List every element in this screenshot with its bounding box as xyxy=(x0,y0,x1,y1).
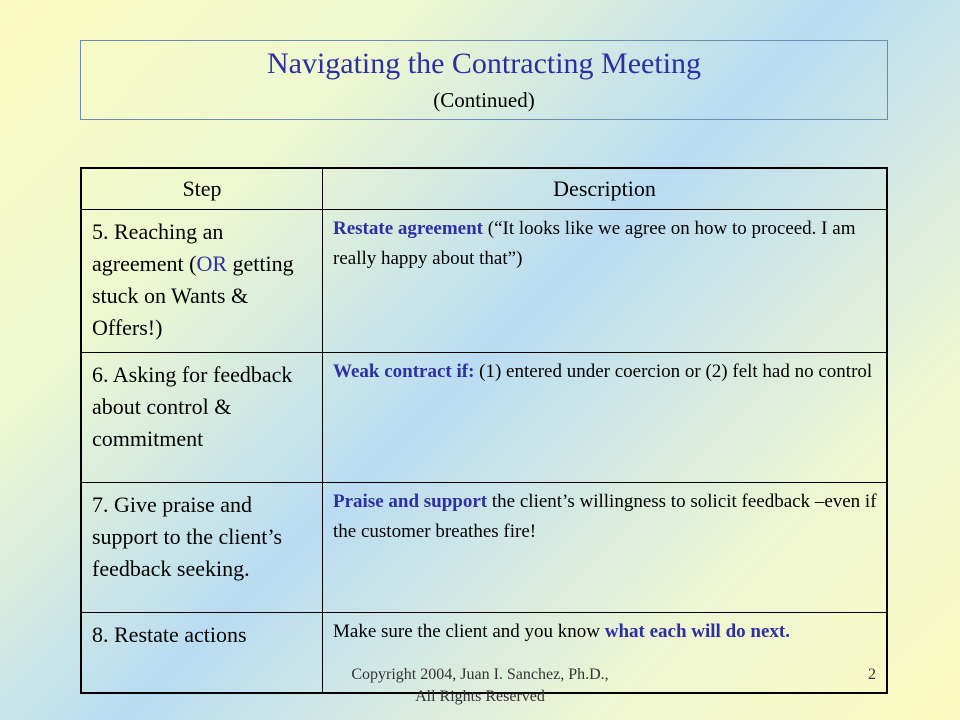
step-cell: 6. Asking for feedback about control & commitment xyxy=(81,353,323,483)
description-highlight: Weak contract if: xyxy=(333,361,475,382)
description-text: Make sure the client and you know xyxy=(333,621,605,642)
steps-table xyxy=(80,167,888,694)
column-header-step: Step xyxy=(81,168,323,210)
description-text: (1) entered under coercion or (2) felt had no control xyxy=(474,361,873,382)
description-cell xyxy=(323,353,888,483)
slide-title: Navigating the Contracting Meeting xyxy=(266,47,702,80)
step-cell: 7. Give praise and support to the client’s feedback seeking. xyxy=(81,483,323,613)
description-highlight: what each will do next. xyxy=(604,621,790,642)
description-text: the client’s willingness to solicit feedback –even if the customer breathes fire! xyxy=(333,491,877,542)
description-highlight: Restate agreement xyxy=(333,218,483,239)
slide-title-box xyxy=(80,40,888,120)
step-cell: 8. Restate actions xyxy=(81,613,323,693)
step-text: 5. Reaching an agreement ( xyxy=(92,219,224,276)
page-number: 2 xyxy=(868,666,876,683)
step-or-highlight: OR xyxy=(196,251,227,276)
table-row xyxy=(81,483,887,613)
table-header-row xyxy=(81,168,887,210)
column-header-description: Description xyxy=(323,168,888,210)
description-text: (“It looks like we agree on how to proceed. I am really happy about that”) xyxy=(333,218,856,269)
description-cell xyxy=(323,483,888,613)
step-cell xyxy=(81,210,323,353)
step-text-continued: getting stuck on Wants & Offers!) xyxy=(92,251,294,340)
description-highlight: Praise and support xyxy=(333,491,488,512)
table-row xyxy=(81,353,887,483)
slide-subtitle: (Continued) xyxy=(433,88,535,112)
copyright-footer: Copyright 2004, Juan I. Sanchez, Ph.D., All Rights Reserved xyxy=(351,666,609,705)
table-row xyxy=(81,210,887,353)
description-cell xyxy=(323,210,888,353)
